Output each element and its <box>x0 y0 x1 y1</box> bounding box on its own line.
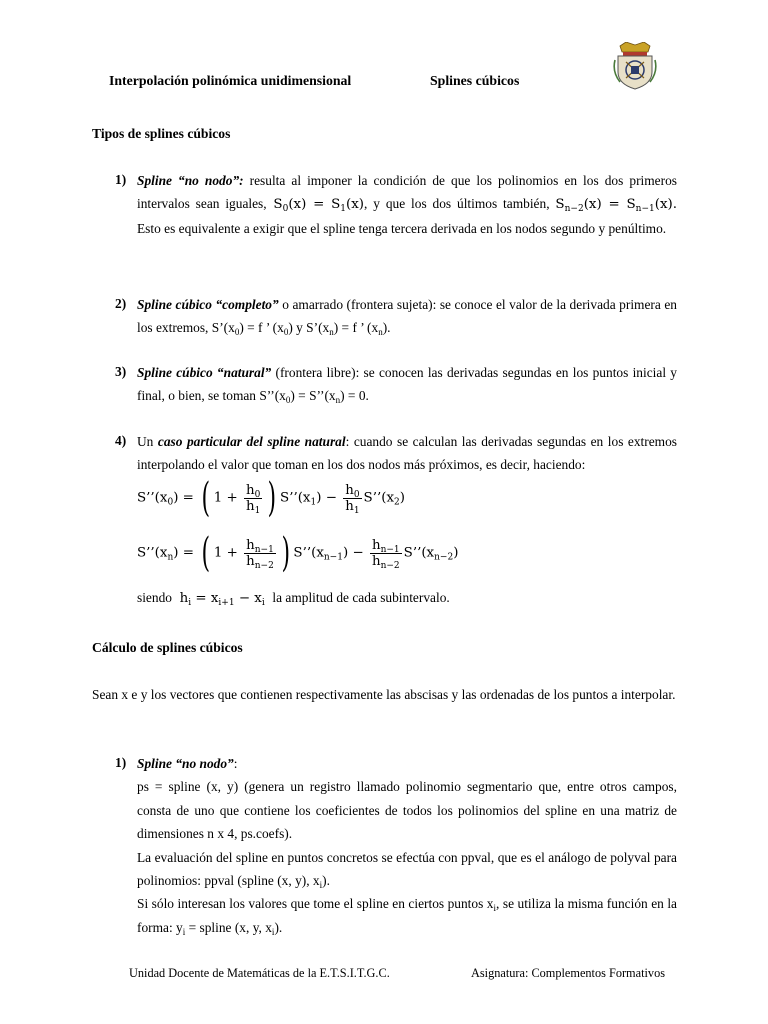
item-text: intervalos sean iguales, <box>137 196 267 212</box>
section-title-tipos: Tipos de splines cúbicos <box>92 126 231 141</box>
item-name: Spline “no nodo” <box>137 756 234 771</box>
formula-s2-xn: $S’’(x_n)$ = ( 1 + $\frac{h_{n-1}}{h_{n-2}}$ ) $S’’(x_{n-1})$ − $\frac{h_{n-1}}{h_{n-2}}$ $S’’(x_{n-2})$ <box>137 530 459 576</box>
item-completo: Spline cúbico “completo” o amarrado (frontera sujeta): se conoce el valor de la derivada primera en los extremos, $S’(x_0) = f$ ’ $(x_0)$ y $S’(x_n) = f$ ’ $(x_n)$. <box>137 297 677 338</box>
item-text: : <box>233 756 238 771</box>
header-left-title: Interpolación polinómica unidimensional <box>109 73 352 88</box>
item-text: la amplitud de cada subintervalo. <box>272 590 450 605</box>
item-no-nodo <box>137 169 677 240</box>
item-text: (frontera libre): se conocen las derivadas segundas en los puntos inicial y final, o bien, se toman S’’(x <box>137 365 677 404</box>
item-number: 1) <box>115 172 127 187</box>
item-number: 2) <box>115 296 127 311</box>
item-text: La evaluación del spline en puntos concretos se efectúa con ppval, que es el análogo de polyval para polinomios: ppval (spline (x, y), x <box>137 849 677 889</box>
item-natural: Spline cúbico “natural” (frontera libre): se conocen las derivadas segundas en los puntos inicial y final, o bien, se toman $S’’(x_0)$ = $S’’(x_n) = 0$. <box>137 365 677 406</box>
item-calc-no-nodo: Spline “no nodo”: ps = spline (x, y) (genera un registro llamado polinomio segmentario que, entre otros campos, consta de uno que contiene los coeficientes de todos los polinomios del spline en una matriz de dimensiones n x 4, ps.coefs). La evaluación del spline en puntos concretos se efectúa con ppval, que es el análogo de polyval para polinomios: ppval (spline (x, y), $x_i$). Si sólo interesan los valores que tome el spline en ciertos puntos $x_i$, se utiliza la misma función en la forma: $y_i$ = spline (x, y, $x_i$). <box>137 756 677 937</box>
item-number: 4) <box>115 433 127 448</box>
item-text: Esto es equivalente a exigir que el spline tenga tercera derivada en los nodos segundo y penúltimo. <box>137 220 667 236</box>
item-name: Spline cúbico “completo” <box>137 297 279 312</box>
item-name: Spline “no nodo”: <box>137 173 244 188</box>
item-text: Si sólo interesan los valores que tome el spline en ciertos puntos x <box>137 896 494 912</box>
item-name: caso particular del spline natural <box>157 434 346 449</box>
item-text: , y que los dos últimos también, <box>364 196 550 212</box>
item-text: Un <box>137 434 158 449</box>
formula-sn2-sn1: $S_{n-2}(x) = S_{n-1}(x)$. <box>555 197 677 215</box>
item-text: , se utiliza la misma función en la forma: y <box>137 896 677 935</box>
formula-hi: $h_i = x_{i+1} - x_i$ <box>175 591 265 608</box>
item-name: Spline cúbico “natural” <box>137 365 272 380</box>
item-caso-particular <box>137 430 677 477</box>
footer-right: Asignatura: Complementos Formativos <box>471 966 666 980</box>
item-text: = spline (x, y, x <box>185 919 272 935</box>
formula-s2-x0: $S’’(x_0)$ = ( 1 + $\frac{h_0}{h_1}$ ) $S’’(x_1)$ − $\frac{h_0}{h_1}$ $S’’(x_2)$ <box>137 475 405 521</box>
item-text: ps = spline (x, y) (genera un registro llamado polinomio segmentario que, entre otros campos, consta de uno que contiene los coeficientes de todos los polinomios del spline en una matriz de dimensiones n x 4, ps.coefs). <box>137 779 677 842</box>
header-right-title: Splines cúbicos <box>430 73 520 88</box>
item-text: siendo <box>137 590 172 605</box>
formula-s0-s1: $S_0(x) = S_1(x)$ <box>266 197 365 215</box>
item-text: resulta al imponer la condición de que los polinomios en los dos primeros <box>249 173 677 188</box>
item-number: 3) <box>115 364 127 379</box>
item-text: : cuando se calculan las derivadas segundas en los extremos interpolando el valor que toman en los dos nodos más próximos, es decir, haciendo: <box>137 434 677 473</box>
item-number: 1) <box>115 755 127 770</box>
intro-paragraph: Sean x e y los vectores que contienen respectivamente las abscisas y las ordenadas de los puntos a interpolar. <box>92 687 676 702</box>
siendo-line <box>137 590 450 606</box>
footer-left: Unidad Docente de Matemáticas de la E.T.S.I.T.G.C. <box>129 966 390 980</box>
item-text: ). <box>382 320 391 336</box>
university-emblem-icon <box>612 42 658 90</box>
section-title-calculo: Cálculo de splines cúbicos <box>92 640 243 655</box>
item-text: o amarrado (frontera sujeta): se conoce el valor de la derivada primera en los extremos, S’(x <box>137 297 677 336</box>
